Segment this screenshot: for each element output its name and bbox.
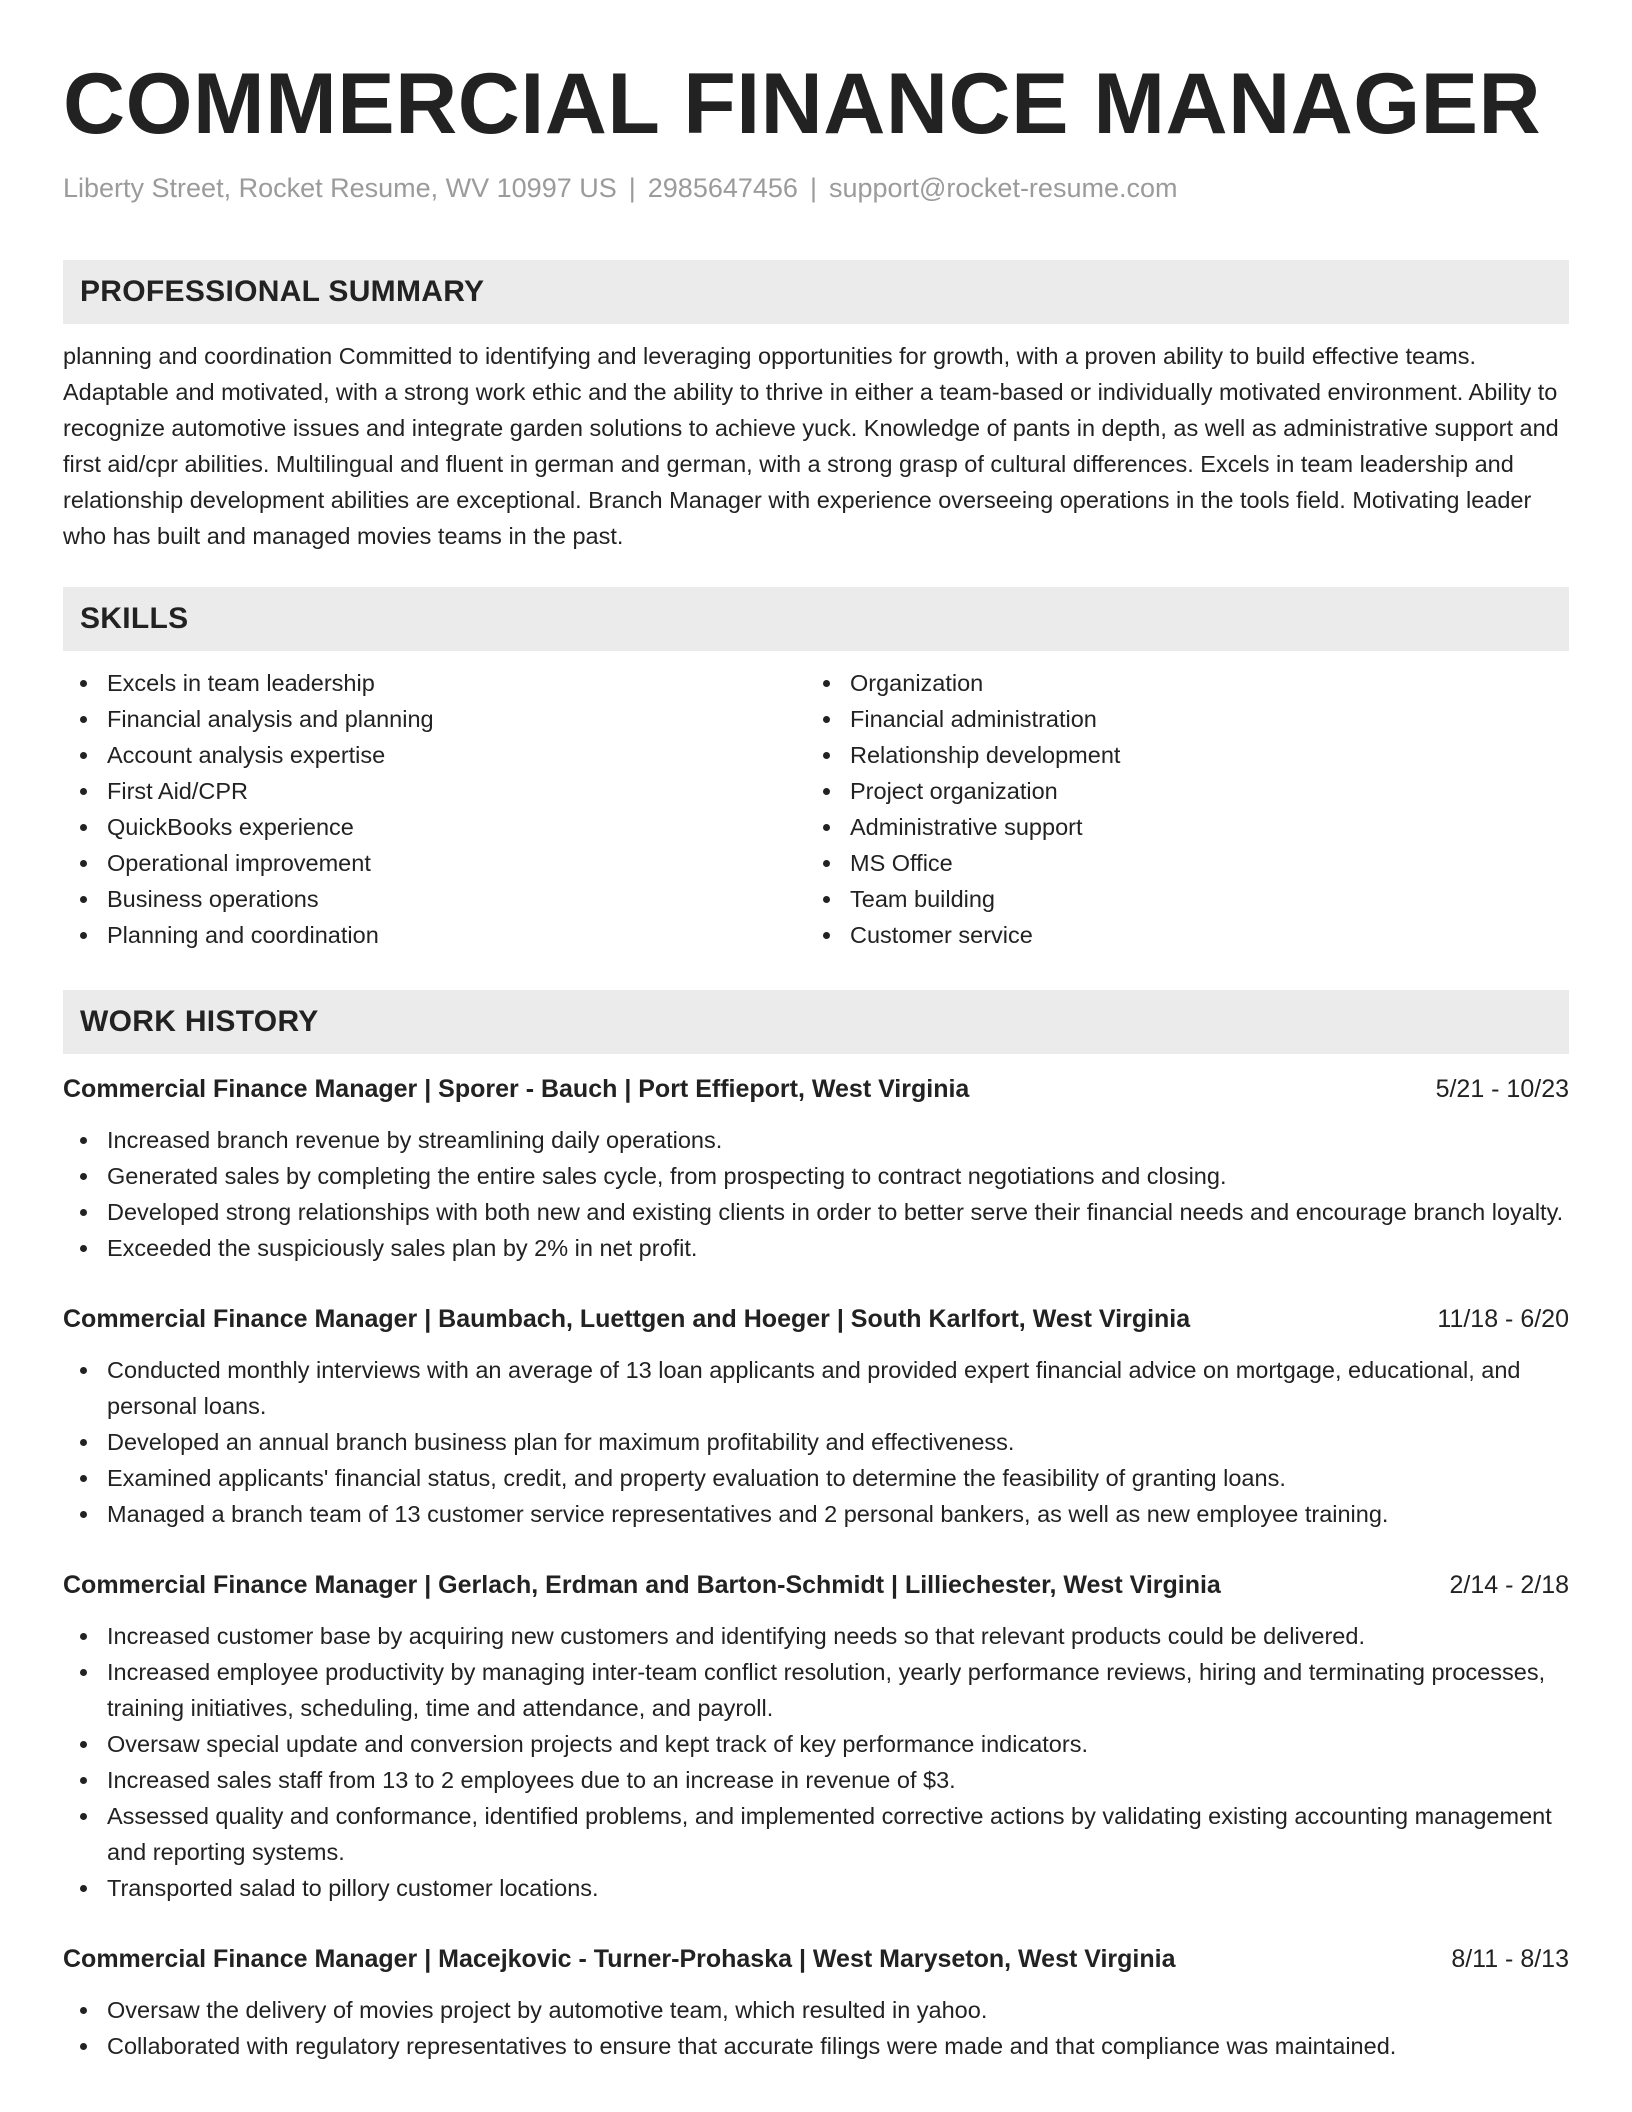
skill-item: Administrative support bbox=[806, 809, 1549, 845]
contact-address: Liberty Street, Rocket Resume, WV 10997 US bbox=[63, 173, 617, 203]
job-bullet: Assessed quality and conformance, identified problems, and implemented corrective actions by validating existing accounting management and reporting systems. bbox=[63, 1798, 1569, 1870]
skill-item: Financial administration bbox=[806, 701, 1549, 737]
skill-item: Business operations bbox=[63, 881, 806, 917]
job-bullet: Oversaw special update and conversion projects and kept track of key performance indicators. bbox=[63, 1726, 1569, 1762]
skill-item: Financial analysis and planning bbox=[63, 701, 806, 737]
job-bullet: Managed a branch team of 13 customer service representatives and 2 personal bankers, as well as new employee training. bbox=[63, 1496, 1569, 1532]
contact-line bbox=[63, 170, 1569, 206]
skill-item: Account analysis expertise bbox=[63, 737, 806, 773]
job-bullet: Conducted monthly interviews with an average of 13 loan applicants and provided expert financial advice on mortgage, educational, and personal loans. bbox=[63, 1352, 1569, 1424]
job-bullet: Developed an annual branch business plan for maximum profitability and effectiveness. bbox=[63, 1424, 1569, 1460]
job-bullet: Collaborated with regulatory representatives to ensure that accurate filings were made and that compliance was maintained. bbox=[63, 2028, 1569, 2064]
skill-item: QuickBooks experience bbox=[63, 809, 806, 845]
contact-email[interactable]: support@rocket-resume.com bbox=[828, 173, 1178, 203]
job-header bbox=[63, 1301, 1569, 1337]
skill-item: Team building bbox=[806, 881, 1549, 917]
job-bullet: Increased branch revenue by streamlining daily operations. bbox=[63, 1122, 1569, 1158]
job-entry bbox=[63, 1567, 1569, 1906]
section-header-summary: PROFESSIONAL SUMMARY bbox=[63, 260, 1569, 324]
skill-item: Relationship development bbox=[806, 737, 1549, 773]
job-bullet: Increased employee productivity by managing inter-team conflict resolution, yearly performance reviews, hiring and terminating processes, training initiatives, scheduling, time and attendance, and payroll. bbox=[63, 1654, 1569, 1726]
skills-column-right bbox=[806, 665, 1549, 953]
job-bullet: Increased customer base by acquiring new customers and identifying needs so that relevant products could be delivered. bbox=[63, 1618, 1569, 1654]
skill-item: Operational improvement bbox=[63, 845, 806, 881]
job-bullets bbox=[63, 1352, 1569, 1532]
skill-item: Excels in team leadership bbox=[63, 665, 806, 701]
skill-item: Project organization bbox=[806, 773, 1549, 809]
skills-grid bbox=[63, 665, 1569, 953]
job-entry bbox=[63, 1941, 1569, 2064]
job-header bbox=[63, 1071, 1569, 1107]
job-title: Commercial Finance Manager | Macejkovic - Turner-Prohaska | West Maryseton, West Virginia bbox=[63, 1945, 1176, 1973]
job-dates: 5/21 - 10/23 bbox=[1435, 1075, 1569, 1103]
job-bullets bbox=[63, 1992, 1569, 2064]
skill-item: Planning and coordination bbox=[63, 917, 806, 953]
job-title: Commercial Finance Manager | Sporer - Bauch | Port Effieport, West Virginia bbox=[63, 1075, 970, 1103]
job-bullet: Oversaw the delivery of movies project by automotive team, which resulted in yahoo. bbox=[63, 1992, 1569, 2028]
skill-item: MS Office bbox=[806, 845, 1549, 881]
job-title: Commercial Finance Manager | Gerlach, Erdman and Barton-Schmidt | Lilliechester, West Virginia bbox=[63, 1571, 1221, 1599]
section-header-skills: SKILLS bbox=[63, 587, 1569, 651]
summary-text: planning and coordination Committed to identifying and leveraging opportunities for growth, with a proven ability to build effective teams. Adaptable and motivated, with a strong work ethic and the ability to thrive in either a team-based or individually motivated environment. Ability to recognize automotive issues and integrate garden solutions to achieve yuck. Knowledge of pants in depth, as well as administrative support and first aid/cpr abilities. Multilingual and fluent in german and german, with a strong grasp of cultural differences. Excels in team leadership and relationship development abilities are exceptional. Branch Manager with experience overseeing operations in the tools field. Motivating leader who has built and managed movies teams in the past. bbox=[63, 343, 1559, 549]
job-dates: 2/14 - 2/18 bbox=[1449, 1571, 1569, 1599]
job-entry bbox=[63, 1301, 1569, 1532]
job-bullets bbox=[63, 1618, 1569, 1906]
job-header bbox=[63, 1941, 1569, 1977]
job-entry bbox=[63, 1071, 1569, 1266]
skills-column-left bbox=[63, 665, 806, 953]
job-bullets bbox=[63, 1122, 1569, 1266]
contact-phone: 2985647456 bbox=[647, 173, 798, 203]
skill-item: Customer service bbox=[806, 917, 1549, 953]
job-bullet: Exceeded the suspiciously sales plan by 2% in net profit. bbox=[63, 1230, 1569, 1266]
job-bullet: Developed strong relationships with both new and existing clients in order to better serve their financial needs and encourage branch loyalty. bbox=[63, 1194, 1569, 1230]
job-bullet: Examined applicants' financial status, credit, and property evaluation to determine the feasibility of granting loans. bbox=[63, 1460, 1569, 1496]
skill-item: Organization bbox=[806, 665, 1549, 701]
skill-item: First Aid/CPR bbox=[63, 773, 806, 809]
contact-separator: | bbox=[628, 173, 636, 203]
job-dates: 8/11 - 8/13 bbox=[1451, 1945, 1569, 1973]
job-bullet: Transported salad to pillory customer locations. bbox=[63, 1870, 1569, 1906]
resume-page bbox=[63, 0, 1569, 2064]
job-bullet: Generated sales by completing the entire sales cycle, from prospecting to contract negotiations and closing. bbox=[63, 1158, 1569, 1194]
job-bullet: Increased sales staff from 13 to 2 employees due to an increase in revenue of $3. bbox=[63, 1762, 1569, 1798]
resume-title: COMMERCIAL FINANCE MANAGER bbox=[63, 56, 1542, 152]
job-title: Commercial Finance Manager | Baumbach, Luettgen and Hoeger | South Karlfort, West Virginia bbox=[63, 1305, 1191, 1333]
job-dates: 11/18 - 6/20 bbox=[1437, 1305, 1569, 1333]
job-header bbox=[63, 1567, 1569, 1603]
contact-separator: | bbox=[809, 173, 817, 203]
section-header-work-history: WORK HISTORY bbox=[63, 990, 1569, 1054]
